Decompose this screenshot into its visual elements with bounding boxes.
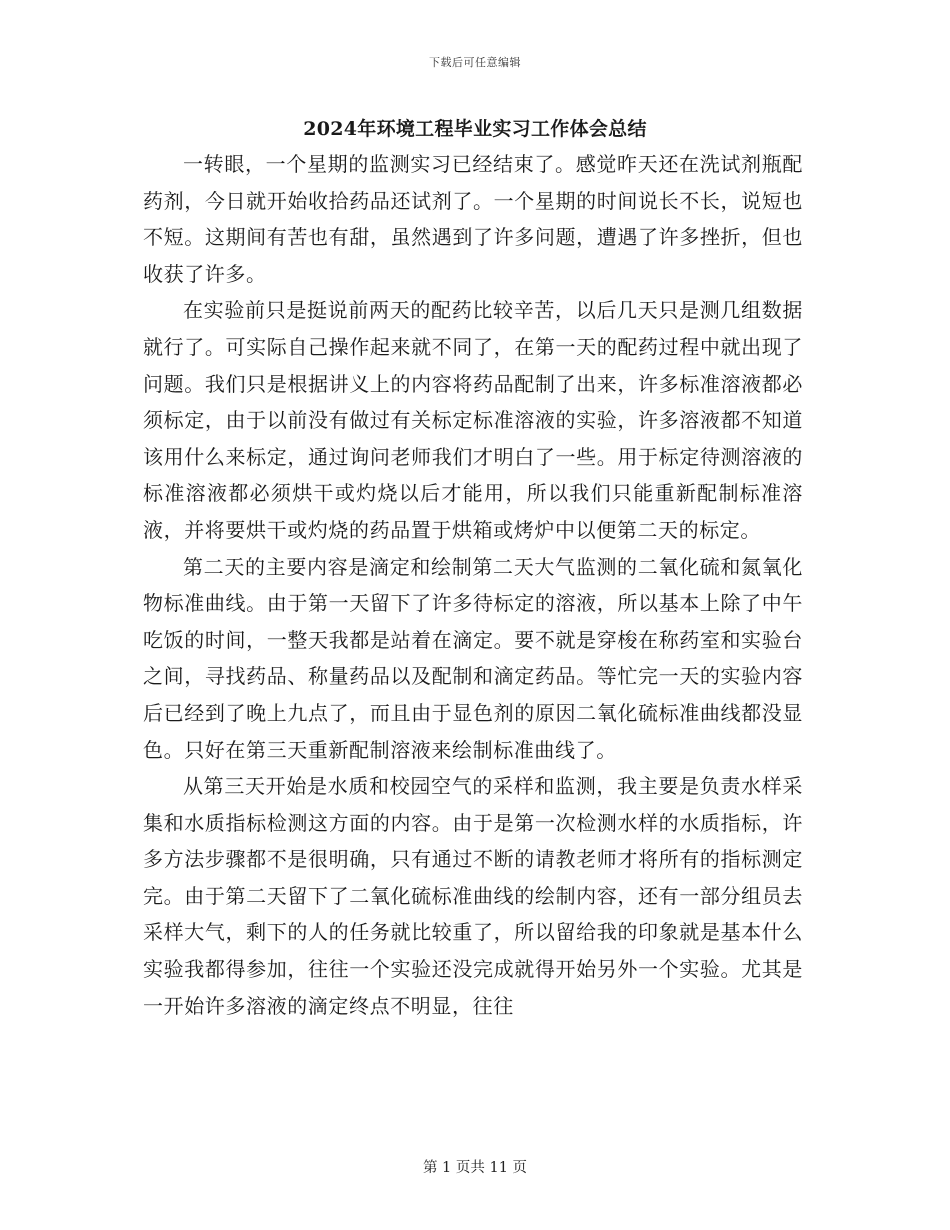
paragraph: 第二天的主要内容是滴定和绘制第二天大气监测的二氧化硫和氮氧化物标准曲线。由于第一天留下了许多待标定的溶液，所以基本上除了中午吃饭的时间，一整天我都是站着在滴定。要不就是穿梭在称药室和实验台之间，寻找药品、称量药品以及配制和滴定药品。等忙完一天的实验内容后已经到了晚上九点了，而且由于显色剂的原因二氧化硫标准曲线都没显色。只好在第三天重新配制溶液来绘制标准曲线了。 (143, 554, 803, 762)
paragraph: 从第三天开始是水质和校园空气的采样和监测，我主要是负责水样采集和水质指标检测这方面的内容。由于是第一次检测水样的水质指标，许多方法步骤都不是很明确，只有通过不断的请教老师才将所有的指标测定完。由于第二天留下了二氧化硫标准曲线的绘制内容，还有一部分组员去采样大气，剩下的人的任务就比较重了，所以留给我的印象就是基本什么实验我都得参加，往往一个实验还没完成就得开始另外一个实验。尤其是一开始许多溶液的滴定终点不明显，往往 (143, 774, 803, 1018)
paragraph: 在实验前只是挺说前两天的配药比较辛苦，以后几天只是测几组数据就行了。可实际自己操作起来就不同了，在第一天的配药过程中就出现了问题。我们只是根据讲义上的内容将药品配制了出来，许多标准溶液都必须标定，由于以前没有做过有关标定标准溶液的实验，许多溶液都不知道该用什么来标定，通过询问老师我们才明白了一些。用于标定待测溶液的标准溶液都必须烘干或灼烧以后才能用，所以我们只能重新配制标准溶液，并将要烘干或灼烧的药品置于烘箱或烤炉中以便第二天的标定。 (143, 298, 803, 542)
document-title: 2024年环境工程毕业实习工作体会总结 (303, 118, 647, 140)
document-body (143, 146, 803, 1024)
page-header-note: 下载后可任意编辑 (429, 56, 521, 69)
paragraph: 一转眼，一个星期的监测实习已经结束了。感觉昨天还在洗试剂瓶配药剂，今日就开始收拾药品还试剂了。一个星期的时间说长不长，说短也不短。这期间有苦也有甜，虽然遇到了许多问题，遭遇了许多挫折，但也收获了许多。 (143, 152, 803, 286)
page-number: 第 1 页共 11 页 (422, 1160, 528, 1176)
